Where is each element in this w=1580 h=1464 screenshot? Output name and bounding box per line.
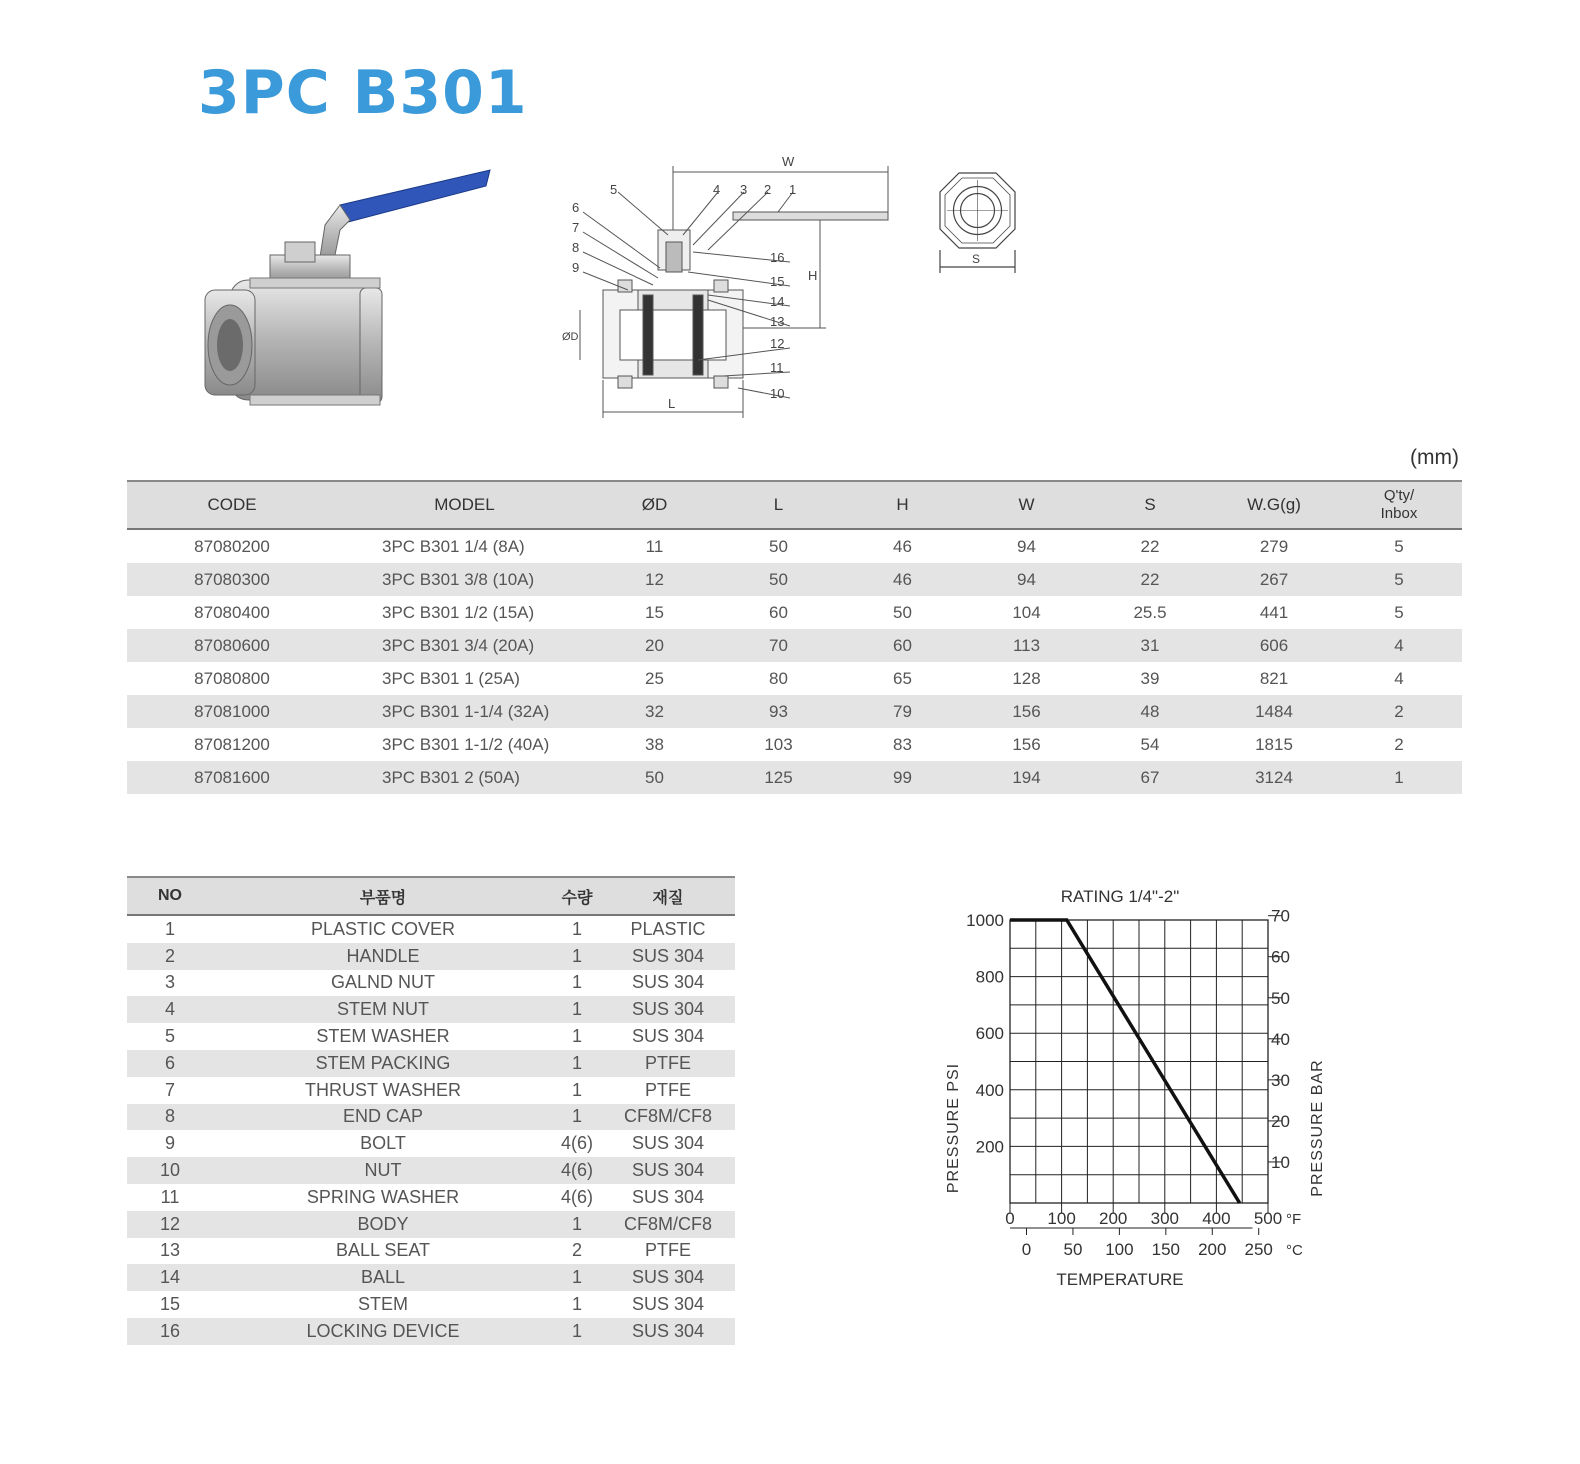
spec-cell-diameter: 25 <box>645 668 664 688</box>
chart-grid <box>1010 920 1268 1203</box>
parts-row <box>127 1184 735 1211</box>
spec-cell-s: 67 <box>1088 761 1212 794</box>
spec-cell-h: 46 <box>840 563 965 596</box>
parts-row <box>127 943 735 970</box>
parts-row <box>127 1318 735 1345</box>
spec-cell-model: 3PC B301 2 (50A) <box>337 761 592 794</box>
spec-cell-qty: 1 <box>1336 761 1462 794</box>
parts-cell-no: 11 <box>160 1186 180 1207</box>
parts-cell-quantity: 1 <box>571 1079 582 1100</box>
spec-row <box>127 629 1462 662</box>
page-title: 3PC B301 <box>198 58 528 128</box>
dim-d-label: ØD <box>562 331 579 343</box>
col-qty-line1: Q'ty/ <box>1383 487 1415 504</box>
spec-cell-w: 104 <box>1012 602 1041 622</box>
col-qty-line2: Inbox <box>1380 505 1418 522</box>
col-part-name: 부품명 <box>213 877 553 915</box>
x-tick-label: 100 <box>1047 1209 1076 1228</box>
spec-cell-code: 87081600 <box>127 761 337 794</box>
spec-cell-qty: 5 <box>1394 536 1404 556</box>
callout-11: 11 <box>770 360 784 375</box>
spec-cell-code: 87081000 <box>127 695 337 728</box>
end-view-drawing <box>935 165 1020 275</box>
parts-cell-quantity: 1 <box>571 1026 582 1047</box>
spec-row <box>127 596 1462 629</box>
parts-row <box>127 996 735 1023</box>
spec-cell-weight: 606 <box>1212 629 1336 662</box>
spec-cell-w: 128 <box>1012 668 1041 688</box>
callout-10: 10 <box>770 386 785 401</box>
y-right-tick-label: 30 <box>1271 1070 1290 1090</box>
spec-row <box>127 695 1462 728</box>
parts-cell-quantity: 1 <box>571 972 582 993</box>
parts-cell-material: PTFE <box>644 1240 691 1261</box>
spec-cell-model: 3PC B301 3/8 (10A) <box>337 563 592 596</box>
spec-cell-l: 80 <box>769 668 788 688</box>
y-tick-label: 600 <box>975 1024 1004 1044</box>
parts-row <box>127 970 735 997</box>
spec-header-row <box>127 481 1462 529</box>
col-material: 재질 <box>601 877 735 915</box>
spec-cell-l: 125 <box>717 761 840 794</box>
spec-cell-w: 113 <box>965 629 1088 662</box>
callout-2: 2 <box>764 182 772 197</box>
callout-4: 4 <box>713 182 721 197</box>
spec-cell-weight: 821 <box>1259 668 1289 688</box>
unit-label: (mm) <box>1410 446 1459 469</box>
spec-cell-w: 156 <box>965 695 1088 728</box>
x-secondary-tick-label: 100 <box>1105 1240 1134 1259</box>
x-tick-label: 200 <box>1099 1209 1128 1228</box>
spec-table <box>127 480 1462 794</box>
spec-cell-code: 87080800 <box>194 668 270 688</box>
spec-cell-weight: 279 <box>1259 536 1289 556</box>
parts-cell-material: SUS 304 <box>631 1026 705 1047</box>
spec-cell-diameter: 15 <box>645 602 664 622</box>
spec-cell-h: 99 <box>840 761 965 794</box>
chart-ylabel-right: PRESSURE BAR <box>1309 1059 1326 1197</box>
x-tick-label: 0 <box>1005 1209 1015 1228</box>
parts-cell-part-name: BALL SEAT <box>335 1240 431 1261</box>
parts-row <box>127 1157 735 1184</box>
parts-cell-part-name: STEM PACKING <box>213 1050 553 1077</box>
callout-5: 5 <box>610 182 618 197</box>
spec-cell-h: 46 <box>893 536 912 556</box>
col-qty <box>1336 481 1462 529</box>
parts-cell-part-name: STEM NUT <box>213 996 553 1023</box>
parts-cell-no: 6 <box>127 1050 213 1077</box>
parts-cell-quantity: 1 <box>571 1294 582 1315</box>
col-s: S <box>1088 481 1212 529</box>
parts-cell-material: SUS 304 <box>631 972 705 993</box>
spec-cell-qty: 5 <box>1336 563 1462 596</box>
parts-cell-part-name: BOLT <box>360 1133 406 1154</box>
y-right-tick-label: 50 <box>1271 988 1290 1008</box>
spec-cell-w: 94 <box>1017 536 1036 556</box>
callout-3: 3 <box>740 182 748 197</box>
dim-l-label: L <box>668 396 676 411</box>
parts-cell-no: 8 <box>127 1104 213 1131</box>
parts-cell-quantity: 1 <box>553 1264 601 1291</box>
spec-cell-s: 31 <box>1088 629 1212 662</box>
callout-1: 1 <box>789 182 797 197</box>
spec-cell-s: 48 <box>1088 695 1212 728</box>
y-right-tick-label: 40 <box>1271 1029 1290 1049</box>
y-tick-label: 400 <box>975 1080 1004 1100</box>
spec-cell-h: 65 <box>893 668 912 688</box>
spec-cell-qty: 4 <box>1336 629 1462 662</box>
parts-cell-quantity: 4(6) <box>560 1133 593 1154</box>
parts-cell-material: SUS 304 <box>631 1294 705 1315</box>
parts-cell-part-name: THRUST WASHER <box>304 1079 461 1100</box>
parts-row <box>127 1104 735 1131</box>
parts-cell-quantity: 2 <box>571 1240 582 1261</box>
spec-cell-model: 3PC B301 3/4 (20A) <box>337 629 592 662</box>
col-quantity: 수량 <box>553 877 601 915</box>
parts-cell-material: SUS 304 <box>601 996 735 1023</box>
chart-xlabel: TEMPERATURE <box>1056 1270 1184 1289</box>
spec-cell-weight: 441 <box>1259 602 1289 622</box>
parts-header-row <box>127 877 735 915</box>
x-tick-label: 500 <box>1253 1209 1283 1228</box>
parts-cell-no: 2 <box>127 943 213 970</box>
spec-cell-weight: 1484 <box>1212 695 1336 728</box>
parts-cell-quantity: 1 <box>553 1050 601 1077</box>
spec-cell-l: 93 <box>717 695 840 728</box>
parts-row <box>127 1077 735 1104</box>
parts-cell-part-name: GALND NUT <box>330 972 435 993</box>
spec-cell-l: 103 <box>764 734 793 754</box>
x-unit-label: °F <box>1286 1211 1302 1228</box>
spec-cell-qty: 4 <box>1394 668 1404 688</box>
parts-cell-material: SUS 304 <box>631 1133 705 1154</box>
spec-cell-code: 87081200 <box>194 734 270 754</box>
callout-15: 15 <box>770 274 785 289</box>
col-weight: W.G(g) <box>1212 481 1336 529</box>
col-diameter: ØD <box>592 481 717 529</box>
x-secondary-tick-label: 150 <box>1151 1240 1181 1259</box>
y-right-tick-label: 10 <box>1271 1152 1290 1172</box>
parts-cell-no: 14 <box>127 1264 213 1291</box>
spec-cell-w: 94 <box>965 563 1088 596</box>
parts-cell-no: 7 <box>164 1079 175 1100</box>
spec-row <box>127 563 1462 596</box>
spec-cell-l: 60 <box>769 602 788 622</box>
parts-row <box>127 1050 735 1077</box>
spec-cell-model: 3PC B301 1 (25A) <box>382 668 520 688</box>
parts-cell-material: SUS 304 <box>601 1318 735 1345</box>
parts-cell-no: 16 <box>127 1318 213 1345</box>
callout-14: 14 <box>770 294 785 309</box>
parts-cell-no: 3 <box>164 972 175 993</box>
spec-row <box>127 662 1462 695</box>
spec-cell-diameter: 12 <box>592 563 717 596</box>
x-secondary-tick-label: 200 <box>1198 1240 1227 1259</box>
spec-cell-w: 156 <box>1012 734 1041 754</box>
y-right-tick-label: 60 <box>1271 947 1290 967</box>
parts-table <box>127 876 735 1345</box>
col-code: CODE <box>127 481 337 529</box>
spec-cell-l: 70 <box>717 629 840 662</box>
spec-cell-diameter: 32 <box>592 695 717 728</box>
dim-s-label: S <box>972 252 981 266</box>
parts-cell-quantity: 1 <box>553 1211 601 1238</box>
parts-row <box>127 1264 735 1291</box>
spec-cell-code: 87080200 <box>194 536 270 556</box>
parts-row <box>127 1130 735 1157</box>
parts-cell-part-name: NUT <box>213 1157 553 1184</box>
spec-cell-l: 50 <box>769 536 788 556</box>
spec-row <box>127 529 1462 563</box>
spec-cell-model: 3PC B301 1-1/2 (40A) <box>382 734 550 754</box>
parts-cell-no: 12 <box>127 1211 213 1238</box>
spec-cell-diameter: 50 <box>592 761 717 794</box>
chart-ticks <box>966 907 1303 1259</box>
chart-title: RATING 1/4"-2" <box>1060 887 1180 906</box>
spec-cell-model: 3PC B301 1/4 (8A) <box>382 536 525 556</box>
spec-cell-l: 50 <box>717 563 840 596</box>
spec-cell-weight: 3124 <box>1212 761 1336 794</box>
dim-h-label: H <box>808 268 818 283</box>
spec-cell-s: 22 <box>1140 536 1160 556</box>
parts-cell-material: PLASTIC <box>630 918 706 939</box>
x-secondary-tick-label: 250 <box>1244 1240 1273 1259</box>
spec-cell-code: 87080400 <box>194 602 270 622</box>
parts-cell-quantity: 1 <box>553 1318 601 1345</box>
callout-9: 9 <box>572 260 580 275</box>
col-no: NO <box>127 877 213 915</box>
parts-cell-part-name: BALL <box>213 1264 553 1291</box>
parts-cell-part-name: BODY <box>213 1211 553 1238</box>
parts-cell-material: CF8M/CF8 <box>601 1104 735 1131</box>
y-tick-label: 800 <box>975 967 1004 987</box>
parts-cell-quantity: 1 <box>553 943 601 970</box>
parts-cell-material: SUS 304 <box>601 1264 735 1291</box>
callout-8: 8 <box>572 240 580 255</box>
spec-cell-qty: 5 <box>1394 602 1404 622</box>
parts-cell-quantity: 4(6) <box>560 1186 593 1207</box>
parts-cell-quantity: 1 <box>571 918 582 939</box>
parts-cell-material: PTFE <box>601 1050 735 1077</box>
spec-cell-diameter: 20 <box>592 629 717 662</box>
col-h: H <box>840 481 965 529</box>
rating-chart <box>930 880 1330 1300</box>
callout-16: 16 <box>770 250 785 265</box>
y-right-tick-label: 70 <box>1271 906 1290 926</box>
spec-cell-code: 87080600 <box>127 629 337 662</box>
parts-cell-part-name: END CAP <box>213 1104 553 1131</box>
callout-13: 13 <box>770 314 785 329</box>
parts-cell-quantity: 1 <box>553 996 601 1023</box>
parts-cell-part-name: SPRING WASHER <box>306 1186 460 1207</box>
spec-cell-s: 39 <box>1140 668 1160 688</box>
spec-cell-h: 79 <box>840 695 965 728</box>
parts-cell-no: 10 <box>127 1157 213 1184</box>
x-tick-label: 300 <box>1150 1209 1179 1228</box>
spec-cell-w: 194 <box>965 761 1088 794</box>
x-secondary-tick-label: 0 <box>1021 1240 1032 1259</box>
callout-7: 7 <box>572 220 580 235</box>
spec-cell-weight: 267 <box>1212 563 1336 596</box>
spec-row <box>127 761 1462 794</box>
parts-cell-material: CF8M/CF8 <box>601 1211 735 1238</box>
spec-cell-h: 50 <box>893 602 912 622</box>
spec-cell-s: 54 <box>1140 734 1160 754</box>
parts-cell-no: 9 <box>164 1133 175 1154</box>
chart-ylabel: PRESSURE PSI <box>945 1062 962 1194</box>
parts-cell-no: 15 <box>159 1294 181 1315</box>
parts-cell-part-name: STEM <box>357 1294 408 1315</box>
spec-cell-s: 22 <box>1088 563 1212 596</box>
parts-cell-no: 4 <box>127 996 213 1023</box>
parts-cell-material: SUS 304 <box>601 943 735 970</box>
x-secondary-tick-label: 50 <box>1063 1240 1083 1259</box>
col-w: W <box>965 481 1088 529</box>
x-secondary-unit-label: °C <box>1286 1242 1303 1259</box>
spec-cell-h: 83 <box>893 734 912 754</box>
y-tick-label: 1000 <box>966 911 1004 930</box>
spec-cell-s: 25.5 <box>1133 602 1167 622</box>
parts-cell-quantity: 1 <box>553 1104 601 1131</box>
y-tick-label: 200 <box>975 1137 1004 1157</box>
spec-cell-weight: 1815 <box>1255 734 1293 754</box>
y-right-tick-label: 20 <box>1271 1111 1290 1131</box>
parts-cell-quantity: 4(6) <box>553 1157 601 1184</box>
col-model: MODEL <box>337 481 592 529</box>
x-tick-label: 400 <box>1202 1209 1231 1228</box>
callout-6: 6 <box>572 200 580 215</box>
parts-row <box>127 915 735 943</box>
parts-cell-no: 13 <box>159 1240 181 1261</box>
parts-row <box>127 1023 735 1050</box>
spec-cell-qty: 2 <box>1336 695 1462 728</box>
spec-cell-diameter: 38 <box>645 734 664 754</box>
col-l: L <box>717 481 840 529</box>
spec-row <box>127 728 1462 761</box>
spec-cell-qty: 2 <box>1394 734 1404 754</box>
parts-cell-part-name: HANDLE <box>213 943 553 970</box>
spec-cell-model: 3PC B301 1/2 (15A) <box>382 602 535 622</box>
parts-row <box>127 1291 735 1318</box>
dim-w-label: W <box>782 154 795 169</box>
valve-photo <box>190 150 500 450</box>
callout-12: 12 <box>770 336 785 351</box>
parts-cell-part-name: PLASTIC COVER <box>310 918 456 939</box>
parts-cell-material: SUS 304 <box>631 1186 705 1207</box>
spec-cell-diameter: 11 <box>645 536 664 556</box>
spec-cell-code: 87080300 <box>127 563 337 596</box>
parts-row <box>127 1211 735 1238</box>
parts-cell-no: 1 <box>164 918 175 939</box>
parts-cell-part-name: LOCKING DEVICE <box>213 1318 553 1345</box>
parts-row <box>127 1238 735 1265</box>
spec-cell-h: 60 <box>840 629 965 662</box>
parts-cell-part-name: STEM WASHER <box>316 1026 450 1047</box>
parts-cell-material: PTFE <box>644 1079 691 1100</box>
spec-cell-model: 3PC B301 1-1/4 (32A) <box>337 695 592 728</box>
parts-cell-no: 5 <box>164 1026 175 1047</box>
parts-cell-material: SUS 304 <box>601 1157 735 1184</box>
section-drawing <box>558 150 898 430</box>
